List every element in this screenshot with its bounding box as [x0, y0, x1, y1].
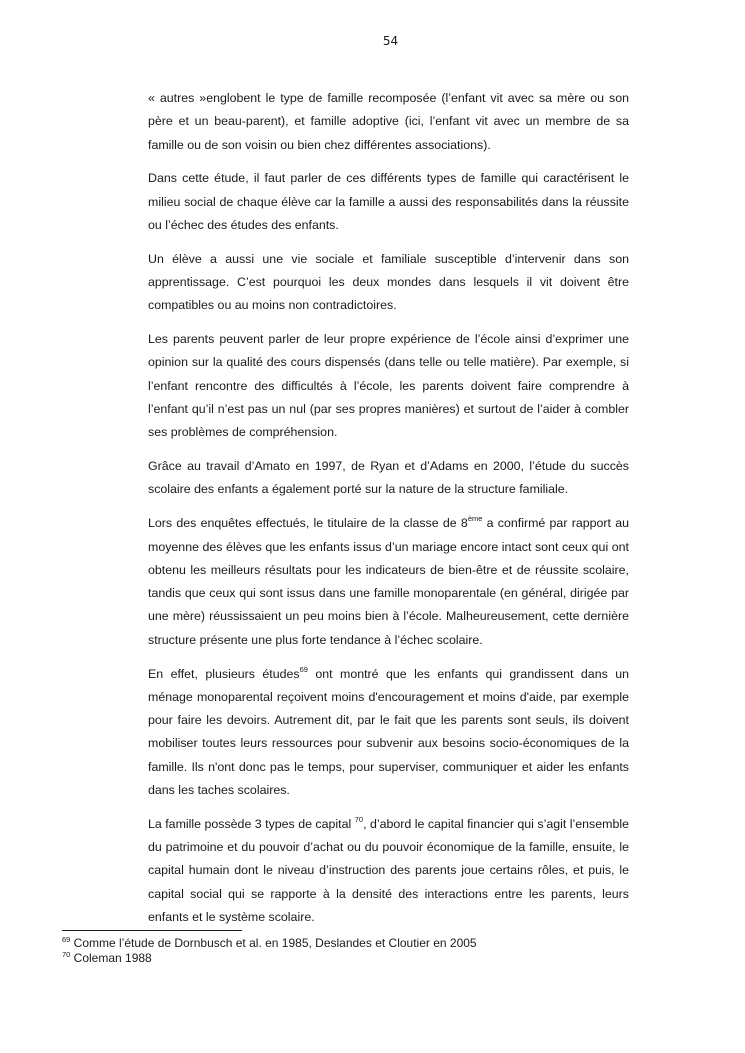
- paragraph-text: La famille possède 3 types de capital: [148, 816, 355, 831]
- footnote-text: Comme l’étude de Dornbusch et al. en 1985, Deslandes et Cloutier en 2005: [70, 936, 477, 950]
- paragraph: [148, 663, 629, 803]
- footnote-text: Coleman 1988: [70, 951, 152, 966]
- page-number: 54: [382, 34, 399, 48]
- paragraph: [148, 512, 629, 652]
- paragraph-text: Lors des enquêtes effectués, le titulaire de la classe de 8: [148, 516, 468, 531]
- footnote-reference-70[interactable]: 70: [354, 814, 364, 824]
- paragraph: Dans cette étude, il faut parler de ces différents types de famille qui caractérisent le milieu social de chaque élève car la famille a aussi des responsabilités dans la réussite ou l’échec des études des enfants.: [148, 171, 629, 232]
- footnote-69: [62, 936, 722, 951]
- footnote-separator: [62, 930, 242, 931]
- paragraph: « autres »englobent le type de famille recomposée (l’enfant vit avec sa mère ou son père et un beau-parent), et famille adoptive (ici, l’enfant vit avec un membre de sa famille ou de son voisin ou bien chez différentes associations).: [148, 91, 629, 152]
- footnote-number: 70: [62, 950, 71, 960]
- paragraph-text: , d’abord le capital financier qui s’agit l’ensemble du patrimoine et du pouvoir d’achat ou du pouvoir économique de la famille, ensuite, le capital humain dont le niveau d’instruction des parents joue certains rôles, et puis, le capital social qui se rapporte à la densité des interactions entre les parents, leurs enfants et le système scolaire.: [148, 816, 629, 924]
- footnotes: [62, 936, 722, 966]
- paragraph: Un élève a aussi une vie sociale et familiale susceptible d’intervenir dans son apprentissage. C’est pourquoi les deux mondes dans lesquels il vit doivent être compatibles ou au moins non contradictoires.: [148, 251, 629, 313]
- paragraph-text: ont montré que les enfants qui grandissent dans un ménage monoparental reçoivent moins d'encouragement et moins d'aide, par exemple pour faire les devoirs. Autrement dit, par le fait que les parents sont seuls, ils doivent mobiliser toutes leurs ressources pour subvenir aux besoins socio-économiques de la famille. Ils n'ont donc pas le temps, pour superviser, communiquer et aider les enfants dans les taches scolaires.: [148, 666, 629, 798]
- body-text: [148, 87, 629, 940]
- footnote-reference-69[interactable]: 69: [299, 664, 308, 674]
- paragraph-text: En effet, plusieurs études: [148, 666, 300, 681]
- paragraph: [148, 813, 629, 929]
- superscript: ème: [467, 514, 483, 524]
- footnote-number: 69: [62, 935, 71, 944]
- footnote-70: [62, 951, 722, 966]
- paragraph: Grâce au travail d’Amato en 1997, de Ryan et d’Adams en 2000, l’étude du succès scolaire des enfants a également porté sur la nature de la structure familiale.: [148, 459, 629, 497]
- paragraph-text: a confirmé par rapport au moyenne des élèves que les enfants issus d’un mariage encore intact sont ceux qui ont obtenu les meilleurs résultats pour les indicateurs de bien-être et de réussite scolaire, tandis que ceux qui sont issus dans une famille monoparentale (en général, dirigée par une mère) réussissaient un peu moins bien à l’école. Malheureusement, cette dernière structure présente une plus forte tendance à l’échec scolaire.: [148, 516, 629, 647]
- paragraph: Les parents peuvent parler de leur propre expérience de l’école ainsi d’exprimer une opinion sur la qualité des cours dispensés (dans telle ou telle matière). Par exemple, si l’enfant rencontre des difficultés à l’école, les parents doivent faire comprendre à l’enfant qu’il n’est pas un nul (par ses propres manières) et surtout de l’aider à combler ses problèmes de compréhension.: [148, 332, 629, 440]
